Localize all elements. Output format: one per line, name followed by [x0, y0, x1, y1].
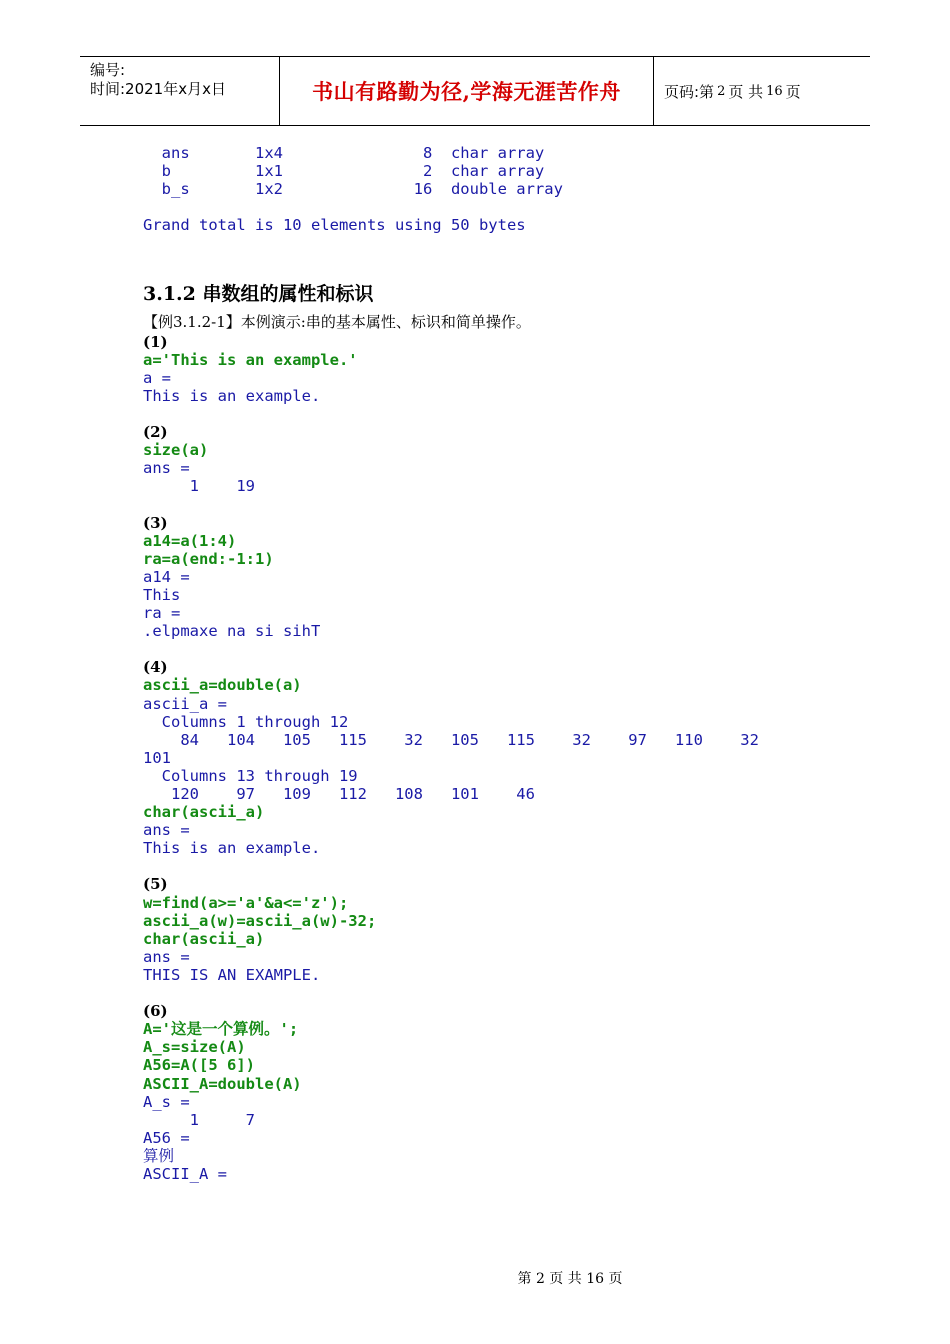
step-label: (4) [143, 658, 168, 677]
output-line: ans 1x4 8 char array [143, 144, 545, 162]
step-label: (3) [143, 513, 168, 532]
output-line: 84 104 105 115 32 105 115 32 97 110 32 [143, 730, 759, 749]
blank-line [143, 496, 863, 514]
page-prefix: 页码:第 [664, 82, 715, 101]
output-line: ans = [143, 821, 190, 840]
header-page-info [654, 57, 870, 125]
output-line: ASCII_A = [143, 1164, 227, 1183]
command-line: ASCII_A=double(A) [143, 1074, 302, 1093]
workspace-output [143, 144, 863, 271]
code-listing [143, 333, 863, 1183]
header-meta [80, 57, 280, 125]
output-line: Grand total is 10 elements using 50 bytes [143, 216, 526, 235]
command-line: ascii_a=double(a) [143, 676, 302, 695]
command-line: char(ascii_a) [143, 929, 265, 948]
output-line: b 1x1 2 char array [143, 162, 545, 181]
blank-line [143, 984, 863, 1002]
blank-line [143, 234, 863, 252]
output-line: 1 7 [143, 1110, 255, 1129]
output-line: This [143, 585, 181, 604]
step-label: (1) [143, 332, 168, 351]
step-label: (6) [143, 1002, 168, 1021]
output-line: a14 = [143, 567, 190, 586]
command-line: ra=a(end:-1:1) [143, 549, 274, 568]
command-line: char(ascii_a) [143, 803, 265, 822]
header-motto: 书山有路勤为径,学海无涯苦作舟 [280, 57, 654, 125]
output-line: 算例 [143, 1146, 175, 1165]
section-title: 3.1.2 串数组的属性和标识 [143, 282, 374, 305]
output-line: ra = [143, 604, 181, 623]
output-line: ascii_a = [143, 694, 227, 713]
command-line: A56=A([5 6]) [143, 1056, 255, 1075]
command-line: a14=a(1:4) [143, 531, 237, 550]
blank-line [143, 405, 863, 423]
output-line: .elpmaxe na si sihT [143, 622, 321, 641]
step-label: (5) [143, 875, 168, 894]
output-line: Columns 1 through 12 [143, 712, 349, 731]
command-line: ascii_a(w)=ascii_a(w)-32; [143, 911, 377, 930]
output-line: ans = [143, 459, 190, 478]
document-time-label: 时间:2021年x月x日 [90, 80, 226, 98]
page-footer: 第 2 页 共 16 页 [517, 1271, 623, 1287]
command-line: A='这是一个算例。'; [143, 1020, 299, 1039]
command-line: A_s=size(A) [143, 1038, 246, 1057]
page-number: 2 [717, 83, 726, 99]
command-line: size(a) [143, 441, 209, 460]
command-line: a='This is an example.' [143, 350, 358, 369]
page-header [80, 56, 870, 126]
example-caption: 【例3.1.2-1】本例演示:串的基本属性、标识和简单操作。 [143, 312, 531, 331]
output-line: 120 97 109 112 108 101 46 [143, 785, 535, 803]
blank-line [143, 253, 863, 271]
output-line: 1 19 [143, 477, 255, 496]
document-number-label: 编号: [90, 61, 126, 79]
output-line: This is an example. [143, 386, 321, 405]
total-pages: 16 [766, 83, 783, 99]
output-line: 101 [143, 748, 171, 767]
page-mid: 页 共 [728, 82, 764, 101]
output-line: a = [143, 368, 171, 387]
output-line: A56 = [143, 1128, 190, 1147]
page-suffix: 页 [785, 82, 801, 101]
output-line: A_s = [143, 1092, 190, 1111]
output-line: b_s 1x2 16 double array [143, 180, 563, 199]
blank-line [143, 640, 863, 658]
output-line: Columns 13 through 19 [143, 766, 358, 785]
command-line: w=find(a>='a'&a<='z'); [143, 893, 349, 912]
step-label: (2) [143, 423, 168, 442]
blank-line [143, 198, 863, 216]
blank-line [143, 857, 863, 875]
output-line: THIS IS AN EXAMPLE. [143, 965, 321, 984]
output-line: This is an example. [143, 839, 321, 858]
output-line: ans = [143, 947, 190, 966]
document-body [143, 144, 863, 1183]
